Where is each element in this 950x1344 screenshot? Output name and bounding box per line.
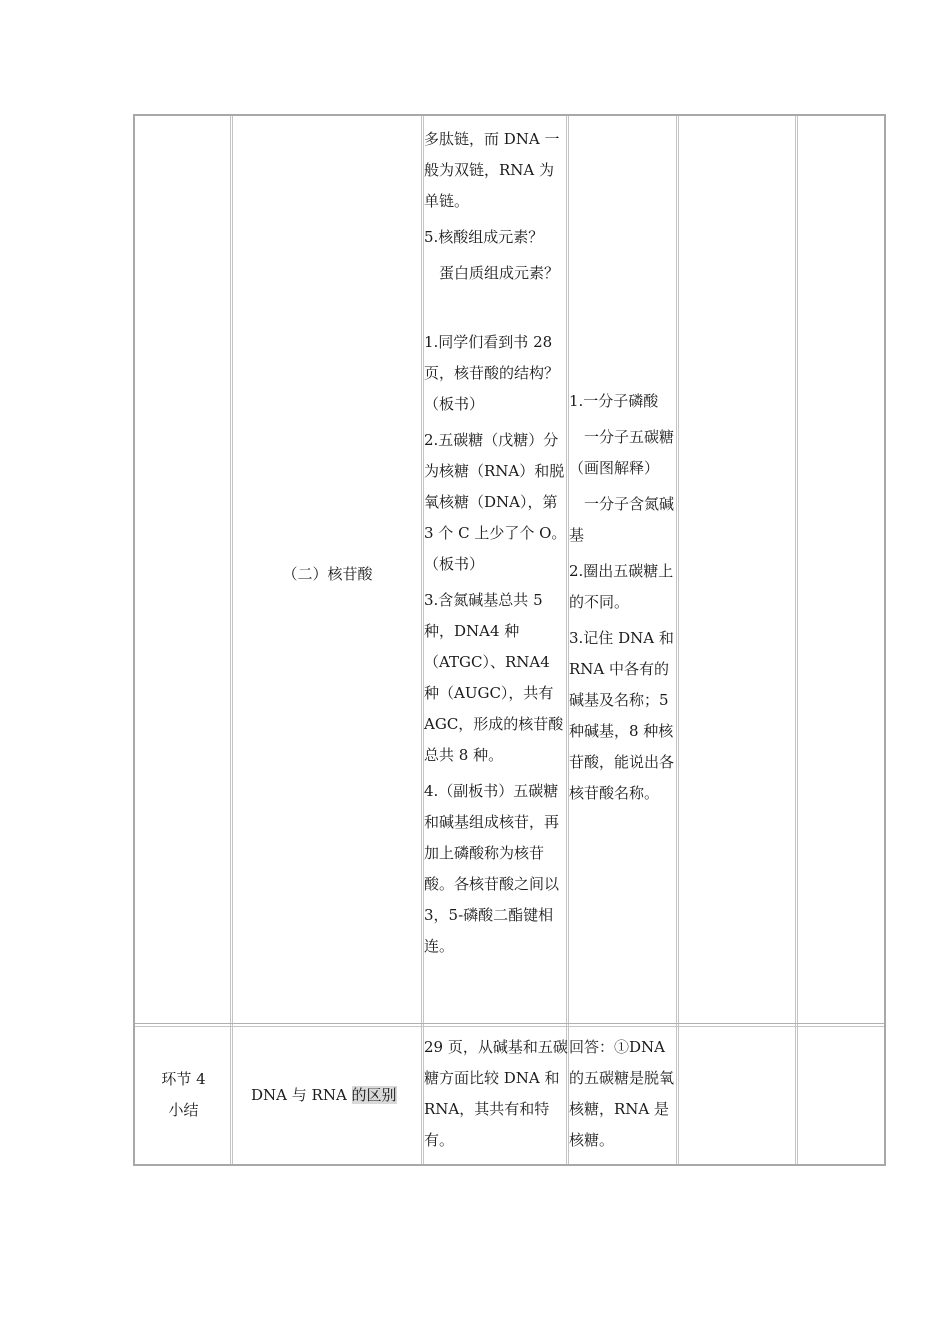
teacher-paragraph: 多肽链，而 DNA 一般为双链，RNA 为单链。	[424, 130, 560, 210]
row2-col3-teacher-activity: 29 页，从碱基和五碳糖方面比较 DNA 和 RNA，其共有和特有。	[424, 1038, 568, 1149]
teacher-paragraph: 蛋白质组成元素？	[424, 264, 560, 282]
column-divider	[795, 116, 798, 1164]
row1-col4-student-activity	[569, 386, 679, 809]
student-paragraph: 3.记住 DNA 和 RNA 中各有的碱基及名称；5 种碱基，8 种核苷酸，能说出各核苷酸名称。	[569, 629, 675, 802]
student-paragraph: 一分子含氮碱基	[569, 495, 675, 544]
lesson-plan-table	[133, 114, 886, 1166]
row1-col3-teacher-activity	[424, 124, 568, 962]
row1-col2-topic: （二）核苷酸	[282, 565, 373, 583]
column-divider	[230, 116, 233, 1164]
row2-col1-section-label: 环节 4 小结	[161, 1070, 206, 1119]
teacher-paragraph: 3.含氮碱基总共 5 种，DNA4 种（ATGC）、RNA4 种（AUGC），共有 AGC，形成的核苷酸总共 8 种。	[424, 591, 564, 764]
row2-col4-student-activity: 回答：①DNA 的五碳糖是脱氧核糖，RNA 是核糖。	[569, 1038, 675, 1149]
teacher-paragraph: 4.（副板书）五碳糖和碱基组成核苷，再加上磷酸称为核苷酸。各核苷酸之间以 3，5-磷酸二酯键相连。	[424, 782, 560, 955]
teacher-paragraph: 2.五碳糖（戊糖）分为核糖（RNA）和脱氧核糖（DNA），第 3 个 C 上少了个 O。（板书）	[424, 431, 567, 573]
row2-col2-topic: DNA 与 RNA 的区别	[251, 1086, 397, 1104]
student-paragraph: 2.圈出五碳糖上的不同。	[569, 562, 674, 611]
student-paragraph: 一分子五碳糖（画图解释）	[569, 428, 675, 477]
row-divider	[135, 1023, 884, 1027]
teacher-paragraph: 5.核酸组成元素？	[424, 228, 544, 246]
teacher-paragraph: 1.同学们看到书 28 页，核苷酸的结构？（板书）	[424, 333, 560, 413]
student-paragraph: 1.一分子磷酸	[569, 392, 659, 410]
